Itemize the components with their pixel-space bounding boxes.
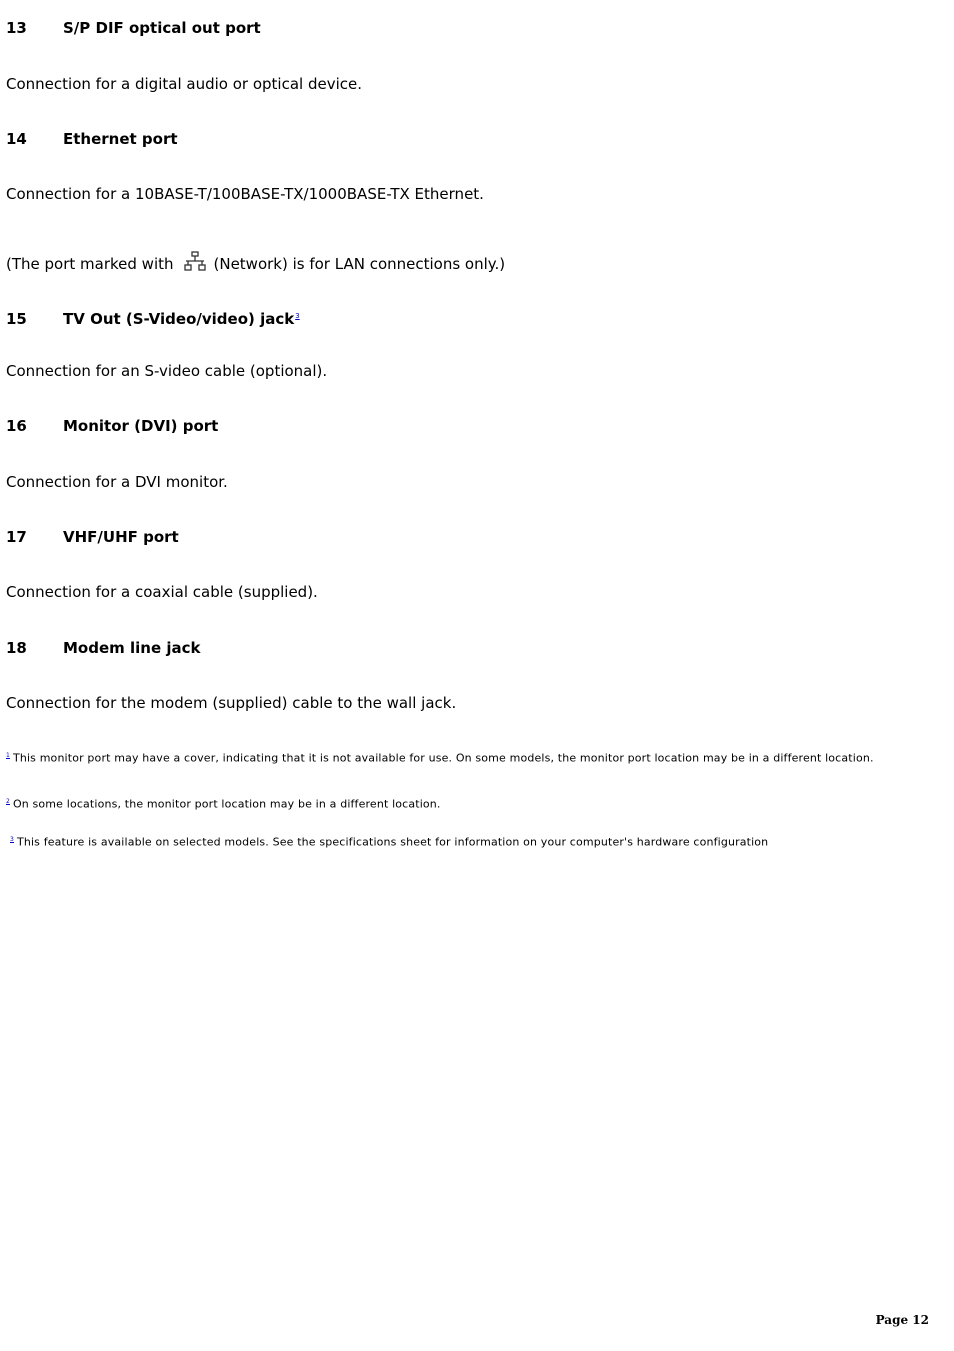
item-number: 13 <box>6 19 27 37</box>
footnote-1 <box>6 749 874 766</box>
item-13-description: Connection for a digital audio or optical device. <box>6 75 362 93</box>
item-13-heading <box>6 19 261 37</box>
item-16-heading <box>6 417 218 435</box>
footnote-3-mark[interactable]: 3 <box>10 836 14 843</box>
item-number: 14 <box>6 130 27 148</box>
note-before-icon: (The port marked with <box>6 255 174 273</box>
footnote-1-mark[interactable]: 1 <box>6 752 10 759</box>
item-title: VHF/UHF port <box>63 528 179 546</box>
item-14-description: Connection for a 10BASE-T/100BASE-TX/1000BASE-TX Ethernet. <box>6 185 484 203</box>
item-title: Modem line jack <box>63 639 201 657</box>
item-18-description: Connection for the modem (supplied) cable to the wall jack. <box>6 694 457 712</box>
note-after-icon: (Network) is for LAN connections only.) <box>213 255 506 273</box>
item-17-heading <box>6 528 179 546</box>
item-16-description: Connection for a DVI monitor. <box>6 473 228 491</box>
footnote-text: This monitor port may have a cover, indicating that it is not available for use. On some models, the monitor port location may be in a different location. <box>12 751 874 765</box>
item-number: 17 <box>6 528 27 546</box>
item-14-note <box>6 251 505 273</box>
footnote-3-link[interactable]: 3 <box>295 312 300 320</box>
item-title: TV Out (S-Video/video) jack <box>63 310 295 328</box>
footnote-text: This feature is available on selected models. See the specifications sheet for information on your computer's hardware configuration <box>16 835 769 849</box>
footnote-2 <box>6 795 441 812</box>
footnote-text: On some locations, the monitor port location may be in a different location. <box>12 797 441 811</box>
item-number: 16 <box>6 417 27 435</box>
item-number: 18 <box>6 639 27 657</box>
item-14-heading <box>6 130 178 148</box>
item-15-description: Connection for an S-video cable (optional). <box>6 362 328 380</box>
item-title: Ethernet port <box>63 130 178 148</box>
item-number: 15 <box>6 310 27 328</box>
page-number: Page 12 <box>875 1313 929 1327</box>
network-icon <box>182 251 208 273</box>
footnote-2-mark[interactable]: 2 <box>6 798 10 805</box>
item-17-description: Connection for a coaxial cable (supplied). <box>6 583 318 601</box>
item-18-heading <box>6 639 200 657</box>
footnote-3 <box>10 833 768 850</box>
item-title: S/P DIF optical out port <box>63 19 261 37</box>
item-title: Monitor (DVI) port <box>63 417 219 435</box>
item-15-heading <box>6 307 300 328</box>
